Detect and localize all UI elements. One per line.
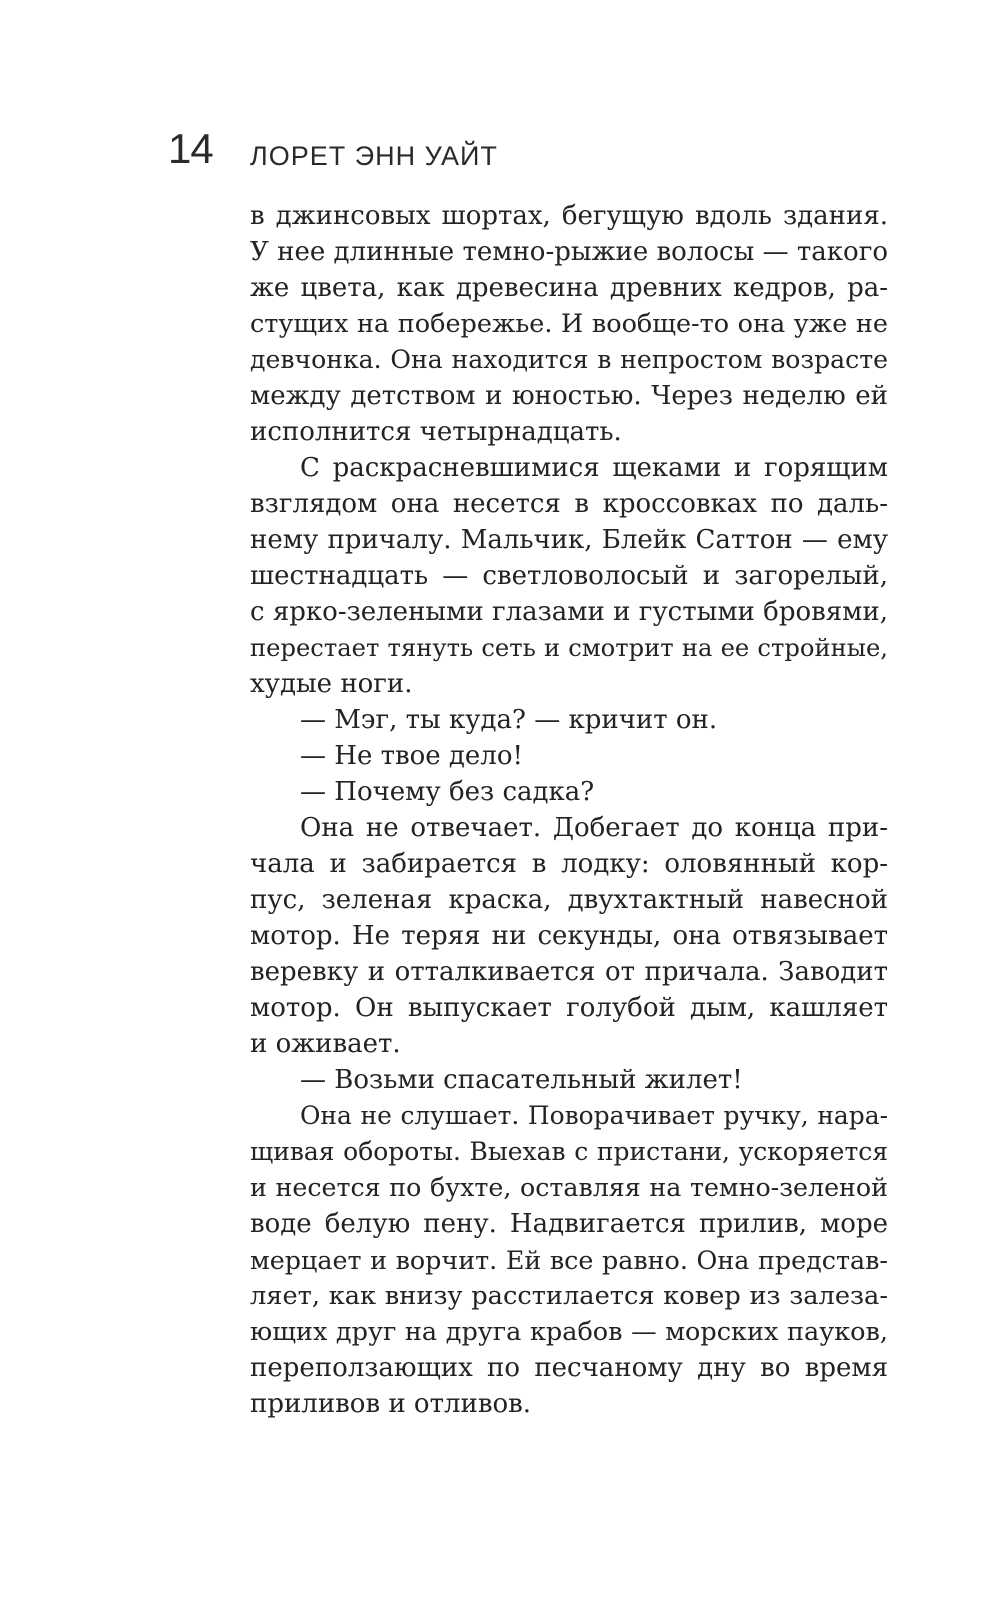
text-line: же цвета, как древесина древних кедров, ра-: [250, 273, 888, 303]
text-line: — Возьми спасательный жилет!: [300, 1065, 743, 1095]
text-line: — Почему без садка?: [300, 777, 595, 807]
text-line: приливов и отливов.: [250, 1389, 532, 1419]
text-line: воде белую пену. Надвигается прилив, море: [250, 1209, 888, 1239]
text-line: перестает тянуть сеть и смотрит на ее стройные,: [250, 634, 888, 662]
text-line: шестнадцать — светловолосый и загорелый,: [250, 561, 888, 591]
text-line: и несется по бухте, оставляя на темно-зеленой: [250, 1173, 888, 1202]
text-line: С раскрасневшимися щеками и горящим: [300, 453, 888, 483]
text-line: взглядом она несется в кроссовках по даль-: [250, 489, 888, 519]
page-number: 14: [168, 125, 213, 172]
text-line: переползающих по песчаному дну во время: [250, 1353, 888, 1383]
text-line: мотор. Не теряя ни секунды, она отвязывает: [250, 921, 888, 951]
text-line: веревку и отталкивается от причала. Заводит: [250, 957, 888, 987]
text-line: Она не отвечает. Добегает до конца при-: [300, 813, 888, 843]
text-line: мерцает и ворчит. Ей все равно. Она представ-: [250, 1245, 888, 1275]
text-line: У нее длинные темно-рыжие волосы — такого: [250, 237, 888, 267]
text-line: ляет, как внизу расстилается ковер из залеза-: [250, 1281, 888, 1311]
text-line: нему причалу. Мальчик, Блейк Саттон — ему: [250, 525, 888, 555]
text-line: чала и забирается в лодку: оловянный кор-: [250, 849, 888, 879]
text-line: пус, зеленая краска, двухтактный навесной: [250, 885, 888, 915]
body-text: [250, 198, 888, 1422]
text-line: — Не твое дело!: [300, 741, 523, 771]
text-line: исполнится четырнадцать.: [250, 417, 622, 447]
text-line: между детством и юностью. Через неделю ей: [250, 381, 888, 411]
text-line: худые ноги.: [250, 669, 413, 699]
text-line: — Мэг, ты куда? — кричит он.: [300, 705, 718, 735]
text-line: Она не слушает. Поворачивает ручку, нара-: [300, 1101, 888, 1130]
text-line: и оживает.: [250, 1029, 401, 1059]
text-line: щивая обороты. Выехав с пристани, ускоряется: [250, 1137, 888, 1166]
text-line: ющих друг на друга крабов — морских пауков,: [250, 1317, 888, 1347]
text-line: в джинсовых шортах, бегущую вдоль здания.: [250, 201, 888, 231]
text-line: мотор. Он выпускает голубой дым, кашляет: [250, 993, 888, 1023]
text-line: с ярко-зелеными глазами и густыми бровями,: [250, 597, 888, 627]
text-line: стущих на побережье. И вообще-то она уже не: [250, 309, 888, 339]
running-head-author: ЛОРЕТ ЭНН УАЙТ: [250, 141, 498, 171]
text-line: девчонка. Она находится в непростом возрасте: [250, 345, 888, 374]
